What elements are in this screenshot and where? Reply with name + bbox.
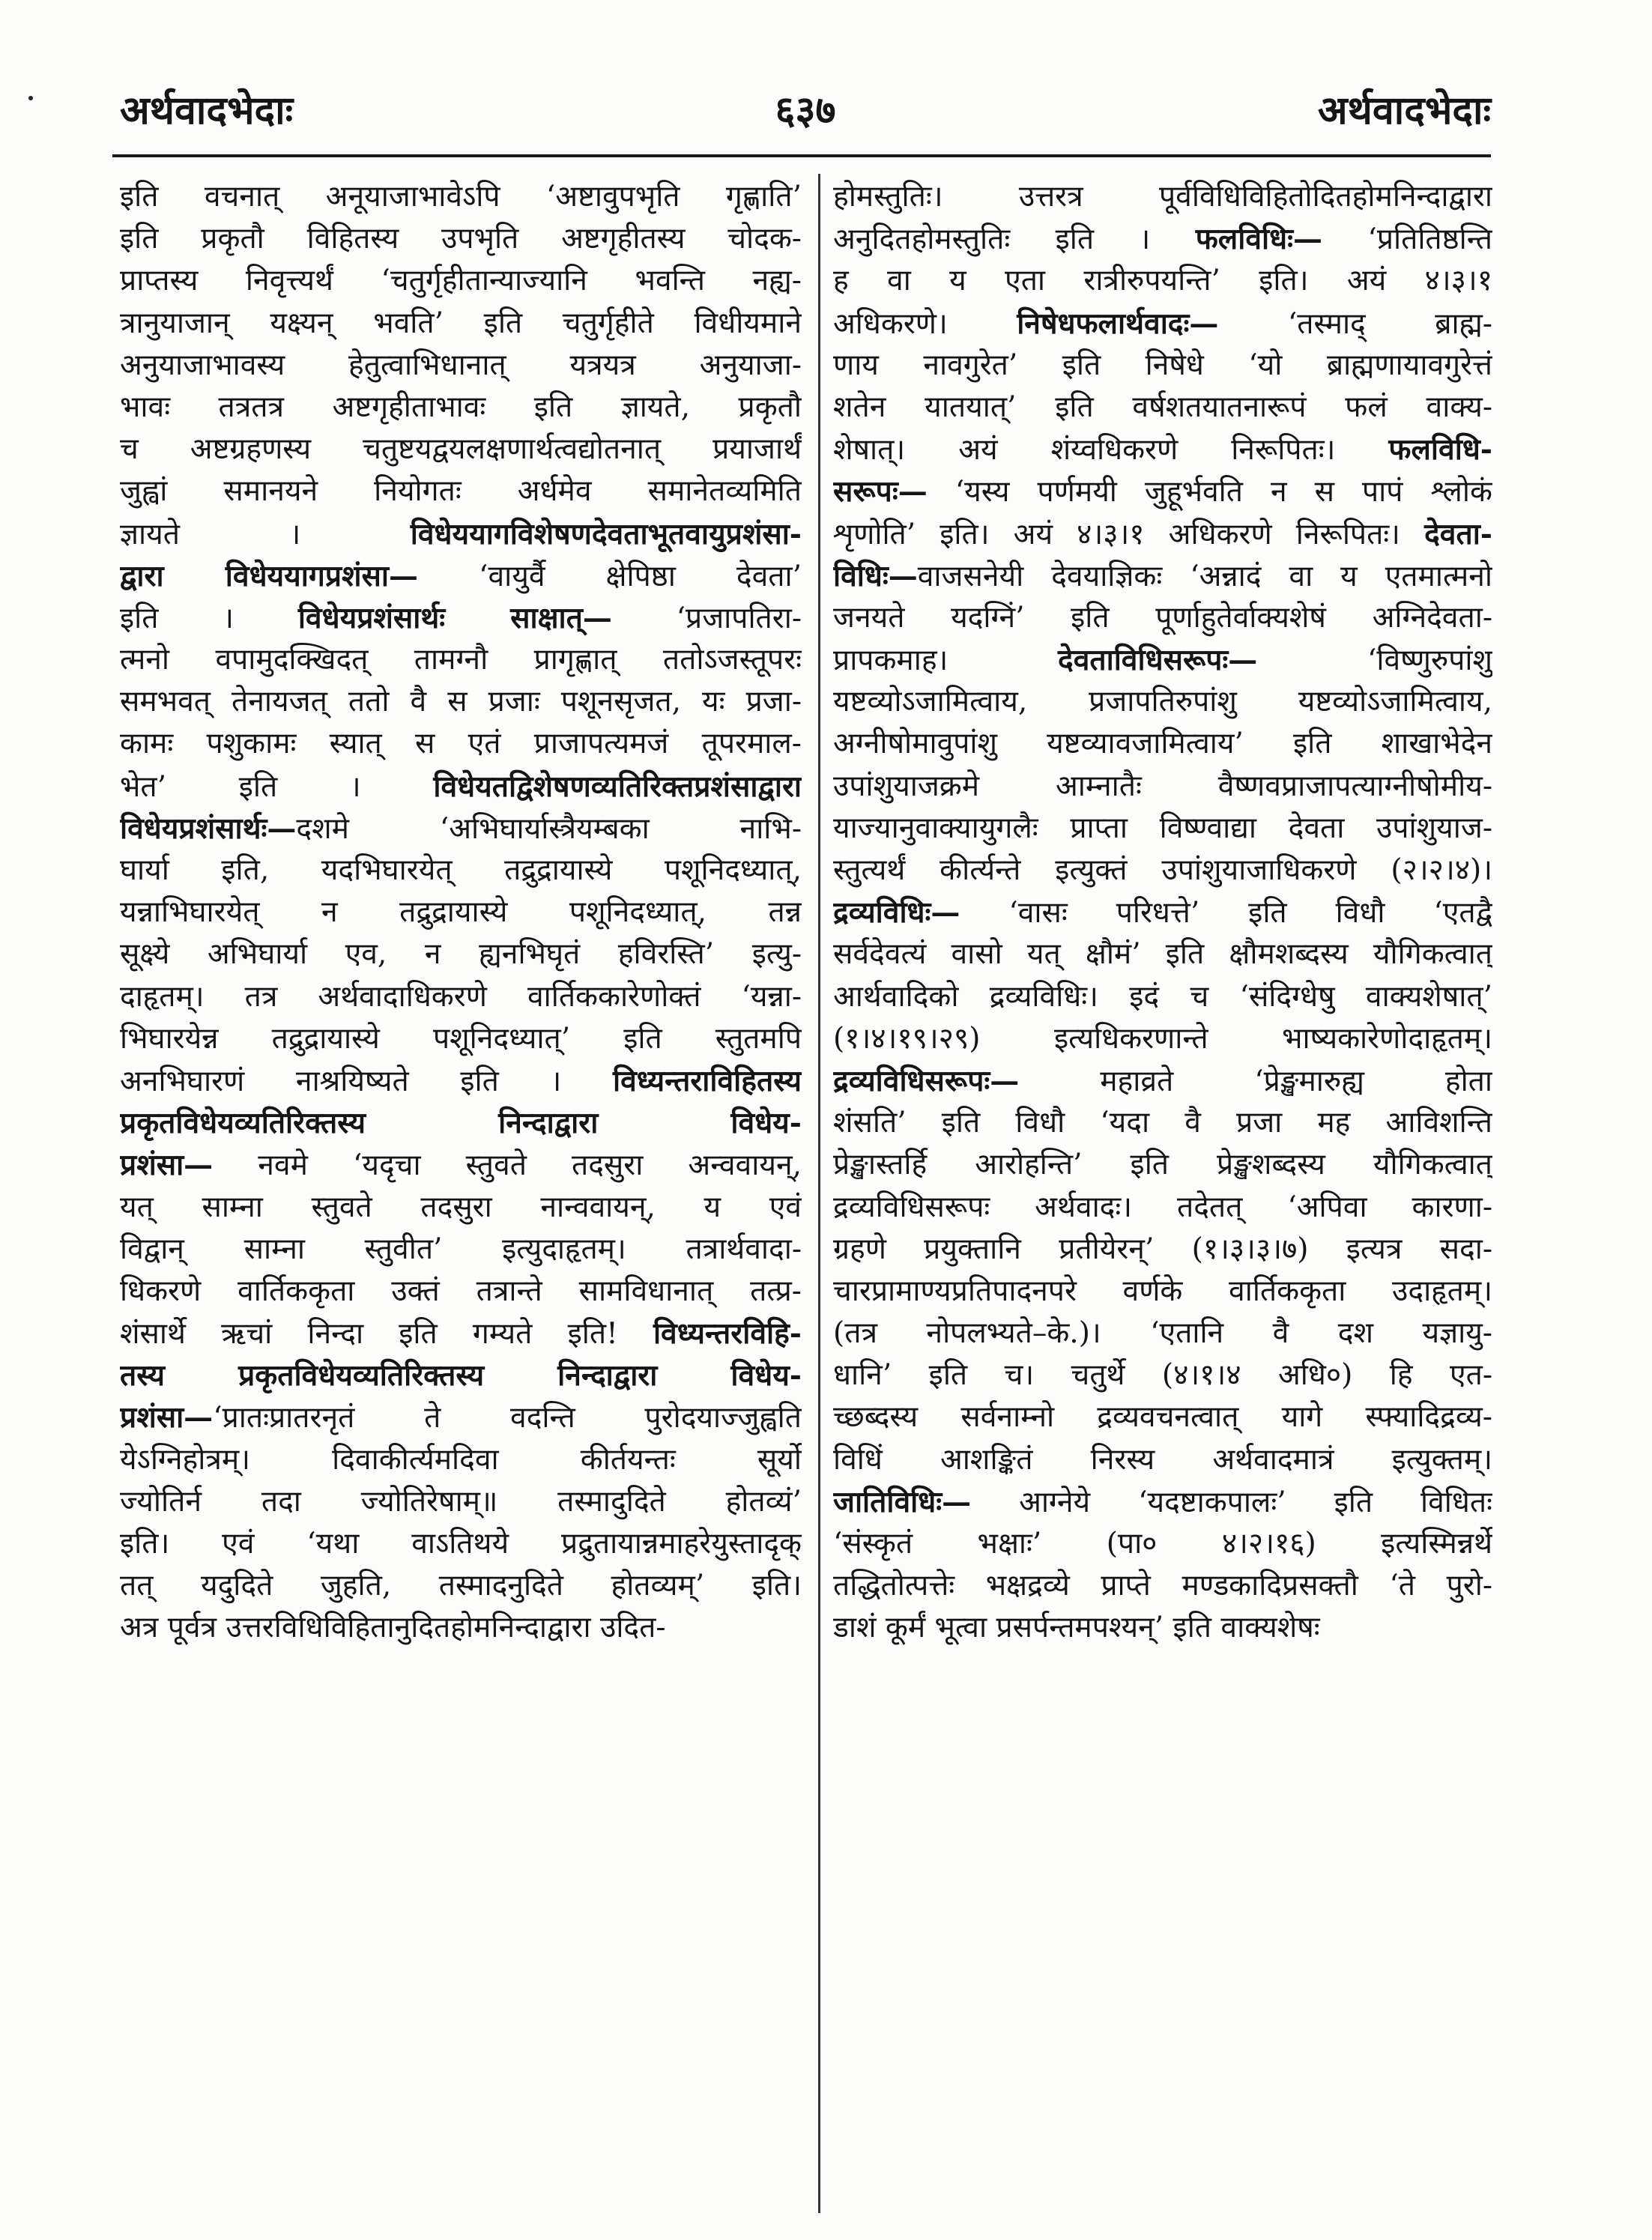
text-line bbox=[120, 766, 802, 808]
body-text: शंसार्थे ऋचां निन्दा इति गम्यते इति! bbox=[120, 1317, 653, 1351]
text-line bbox=[120, 933, 802, 975]
text-line bbox=[833, 1607, 1492, 1649]
text-line bbox=[120, 808, 802, 850]
text-line bbox=[120, 1607, 802, 1649]
body-text: ‘संस्कृतं भक्षाः’ (पा० ४।२।१६) इत्यस्मिन्नर्थे bbox=[833, 1527, 1492, 1561]
body-text: सूक्ष्ये अभिघार्या एव, न ह्यनभिघृतं हविरस्ति’ इत्यु- bbox=[120, 937, 802, 972]
text-line bbox=[120, 1102, 802, 1144]
body-text: अनभिघारणं नाश्रयिष्यते इति । bbox=[120, 1064, 614, 1098]
body-text: इति। एवं ‘यथा वाऽतिथये प्रद्रुतायान्नमाहरेयुस्तादृक् bbox=[120, 1527, 802, 1561]
body-text: (१।४।१९।२९) इत्यधिकरणान्ते भाष्यकारेणोदाहृतम्। bbox=[833, 1021, 1492, 1056]
body-text: वाजसनेयी देवयाज्ञिकः ‘अन्नादं वा य एतमात्मनो bbox=[917, 559, 1492, 593]
topic-heading: देवताविधिसरूपः— bbox=[1057, 643, 1258, 678]
header-rule bbox=[112, 154, 1491, 157]
text-line bbox=[120, 1271, 802, 1313]
text-line bbox=[120, 1060, 802, 1102]
text-line bbox=[833, 470, 1492, 512]
body-text: स्तुत्यर्थं कीर्त्यन्ते इत्युक्तं उपांशुयाजाधिकरणे (२।२।४)। bbox=[833, 853, 1492, 887]
body-text: अनुयाजाभावस्य हेतुत्वाभिधानात् यत्रयत्र अनुयाजा- bbox=[120, 348, 802, 382]
text-line bbox=[120, 1439, 802, 1481]
body-text: प्रापकमाह। bbox=[833, 644, 1058, 678]
text-line bbox=[120, 850, 802, 892]
body-text: घार्या इति, यदभिघारयेत् तद्रुद्रायास्ये पशूनिदध्यात्, bbox=[120, 853, 802, 887]
body-text: ‘विष्णुरुपांशु bbox=[1257, 644, 1492, 678]
topic-heading: फलविधिः— bbox=[1195, 222, 1322, 257]
body-text: कामः पशुकामः स्यात् स एतं प्राजापत्यमजं तूपरमाल- bbox=[120, 727, 802, 761]
body-text: अनुदितहोमस्तुतिः इति । bbox=[833, 223, 1196, 257]
text-line bbox=[120, 1565, 802, 1607]
body-text: ‘यस्य पर्णमयी जुहूर्भवति न स पापं श्लोकं bbox=[927, 475, 1492, 509]
text-line bbox=[833, 1396, 1492, 1438]
body-text: णाय नावगुरेत’ इति निषेधे ‘यो ब्राह्मणायावगुरेत्तं bbox=[833, 348, 1492, 382]
text-line bbox=[120, 1396, 802, 1438]
text-line bbox=[120, 387, 802, 429]
text-line bbox=[833, 1565, 1492, 1607]
body-text: (तत्र नोपलभ्यते–के.)। ‘एतानि वै दश यज्ञायु- bbox=[833, 1316, 1492, 1351]
body-text: प्रेङ्खास्तर्हि आरोहन्ति’ इति प्रेङ्खशब्दस्य यौगिकत्वात् bbox=[833, 1148, 1492, 1182]
body-text: दशमे ‘अभिघार्यास्त्रैयम्बका नाभि- bbox=[296, 811, 802, 846]
body-text: ‘प्रजापतिरा- bbox=[611, 601, 802, 635]
topic-heading: विधेययागविशेषणदेवताभूतवायुप्रशंसा- bbox=[410, 516, 802, 551]
text-line bbox=[120, 1144, 802, 1186]
text-line bbox=[120, 513, 802, 555]
text-line bbox=[120, 1018, 802, 1060]
body-text: ‘वासः परिधत्ते’ इति विधौ ‘एतद्वै bbox=[960, 896, 1492, 930]
body-text: धिकरणे वार्तिककृता उक्तं तत्रान्ते सामविधानात् तत्प्र- bbox=[120, 1274, 802, 1308]
body-text: आर्थवादिको द्रव्यविधिः। इदं च ‘संदिग्धेषु वाक्यशेषात्’ bbox=[833, 979, 1492, 1014]
column-divider bbox=[818, 174, 820, 2213]
text-line bbox=[833, 1523, 1492, 1565]
text-line bbox=[833, 933, 1492, 975]
text-line bbox=[833, 1144, 1492, 1186]
text-line bbox=[833, 513, 1492, 555]
topic-heading: विधेयतद्विशेषणव्यतिरिक्तप्रशंसाद्वारा bbox=[433, 769, 802, 804]
body-text: जुह्वां समानयने नियोगतः अर्धमेव समानेतव्यमिति bbox=[120, 474, 802, 509]
ink-speck bbox=[28, 96, 33, 100]
text-line bbox=[120, 1481, 802, 1523]
text-line bbox=[833, 345, 1492, 387]
body-text: इति वचनात् अनूयाजाभावेऽपि ‘अष्टावुपभृति गृह्णाति’ bbox=[120, 180, 802, 214]
topic-heading: द्वारा विधेययागप्रशंसा— bbox=[120, 558, 419, 593]
body-text: च्छब्दस्य सर्वनाम्नो द्रव्यवचनत्वात् यागे स्फ्यादिद्रव्य- bbox=[833, 1400, 1492, 1435]
body-text: येऽग्निहोत्रम्। दिवाकीर्त्यमदिवा कीर्तयन्तः सूर्यो bbox=[120, 1442, 802, 1477]
body-text: विधिं आशङ्कितं निरस्य अर्थवादमात्रं इत्युक्तम्। bbox=[833, 1442, 1492, 1477]
topic-heading: प्रशंसा— bbox=[120, 1148, 214, 1183]
text-line bbox=[833, 976, 1492, 1018]
text-line bbox=[120, 976, 802, 1018]
body-text: नवमे ‘यदृचा स्तुवते तदसुरा अन्ववायन्, bbox=[213, 1148, 802, 1183]
body-text: धानि’ इति च। चतुर्थे (४।१।४ अधि०) हि एत- bbox=[833, 1358, 1492, 1393]
text-line bbox=[120, 1354, 802, 1396]
body-text: इति । bbox=[120, 601, 298, 635]
topic-heading: देवता- bbox=[1424, 516, 1492, 551]
text-line bbox=[120, 597, 802, 639]
body-text: त्मनो वपामुदक्खिदत् तामग्नौ प्रागृह्णात् ततोऽजस्तूपरः bbox=[120, 643, 802, 677]
body-text: डाशं कूर्मं भूत्वा प्रसर्पन्तमपश्यन्’ इति वाक्यशेषः bbox=[833, 1611, 1320, 1645]
text-line bbox=[833, 303, 1492, 345]
text-line bbox=[833, 808, 1492, 850]
text-line bbox=[833, 639, 1492, 681]
body-text: यन्नाभिघारयेत् न तद्रुद्रायास्ये पशूनिदध्यात्, तन्न bbox=[120, 895, 802, 930]
text-line bbox=[120, 1187, 802, 1229]
text-line bbox=[120, 555, 802, 597]
text-line bbox=[120, 1313, 802, 1354]
text-line bbox=[120, 176, 802, 218]
topic-heading: विध्यन्तराविहितस्य bbox=[613, 1063, 802, 1098]
body-text: यष्टव्योऽजामित्वाय, प्रजापतिरुपांशु यष्टव्योऽजामित्वाय, bbox=[833, 685, 1492, 719]
topic-heading: विधेयप्रशंसार्थः— bbox=[120, 811, 297, 846]
body-text: प्राप्तस्य निवृत्त्यर्थं ‘चतुर्गृहीतान्याज्यानि भवन्ति नह्य- bbox=[120, 264, 802, 298]
right-column bbox=[833, 176, 1492, 2214]
body-text: दाहृतम्। तत्र अर्थवादाधिकरणे वार्तिककारेणोक्तं ‘यन्ना- bbox=[120, 979, 802, 1014]
body-text: शतेन यातयात्’ इति वर्षशतयातनारूपं फलं वाक्य- bbox=[833, 390, 1492, 424]
topic-heading: फलविधि- bbox=[1388, 432, 1492, 467]
body-text: भावः तत्रतत्र अष्टगृहीताभावः इति ज्ञायते, प्रकृतौ bbox=[120, 390, 802, 424]
text-line bbox=[833, 218, 1492, 260]
topic-heading: द्रव्यविधिः— bbox=[833, 895, 960, 930]
page-header bbox=[120, 81, 1491, 141]
body-text: सर्वदेवत्यं वासो यत् क्षौमं’ इति क्षौमशब्दस्य यौगिकत्वात् bbox=[833, 937, 1492, 972]
text-line bbox=[833, 681, 1492, 723]
body-text: आग्नेये ‘यदष्टाकपालः’ इति विधितः bbox=[971, 1485, 1492, 1519]
text-line bbox=[833, 176, 1492, 218]
text-line bbox=[833, 1060, 1492, 1102]
body-text: ‘प्रतितिष्ठन्ति bbox=[1322, 223, 1492, 257]
body-text: जनयते यदग्निं’ इति पूर्णाहुतेर्वाक्यशेषं अग्निदेवता- bbox=[833, 600, 1492, 635]
body-text: समभवत् तेनायजत् ततो वै स प्रजाः पशूनसृजत, यः प्रजा- bbox=[120, 685, 802, 719]
body-text: ज्योतिर्न तदा ज्योतिरेषाम्॥ तस्मादुदिते होतव्यं’ bbox=[120, 1484, 802, 1519]
topic-heading: विध्यन्तरविहि- bbox=[653, 1316, 802, 1351]
text-line bbox=[833, 555, 1492, 597]
text-line bbox=[833, 1481, 1492, 1523]
topic-heading: विधेयप्रशंसार्थः साक्षात्— bbox=[297, 600, 612, 635]
body-text: इति प्रकृतौ विहितस्य उपभृति अष्टगृहीतस्य चोदक- bbox=[120, 222, 802, 256]
text-line bbox=[120, 1523, 802, 1565]
text-line bbox=[120, 470, 802, 512]
body-text: ज्ञायते । bbox=[120, 517, 411, 551]
body-text: शेषात्। अयं शंय्वधिकरणे निरूपितः। bbox=[833, 433, 1389, 467]
body-text: होमस्तुतिः। उत्तरत्र पूर्वविधिविहितोदितहोमनिन्दाद्वारा bbox=[833, 180, 1492, 214]
text-line bbox=[120, 681, 802, 723]
text-line bbox=[833, 597, 1492, 639]
body-text: भिघारयेन्न तद्रुद्रायास्ये पशूनिदध्यात्’ इति स्तुतमपि bbox=[120, 1021, 802, 1056]
text-line bbox=[120, 639, 802, 681]
text-line bbox=[833, 723, 1492, 765]
body-text: च अष्टग्रहणस्य चतुष्टयद्वयलक्षणार्थत्वद्योतनात् प्रयाजार्थं bbox=[120, 432, 802, 467]
body-text: याज्यानुवाक्यायुगलैः प्राप्ता विष्ण्वाद्या देवता उपांशुयाज- bbox=[833, 811, 1492, 845]
text-line bbox=[120, 303, 802, 345]
body-text: भेत’ इति । bbox=[120, 769, 434, 804]
left-column bbox=[120, 176, 802, 2214]
running-title-left: अर्थवादभेदाः bbox=[120, 88, 294, 133]
text-line bbox=[120, 345, 802, 387]
topic-heading: प्रशंसा— bbox=[120, 1400, 214, 1435]
body-text: त्रानुयाजान् यक्ष्यन् भवति’ इति चतुर्गृहीते विधीयमाने bbox=[120, 306, 802, 340]
topic-heading: सरूपः— bbox=[833, 474, 928, 509]
text-line bbox=[120, 260, 802, 302]
text-line bbox=[833, 850, 1492, 892]
body-text: उपांशुयाजक्रमे आम्नातैः वैष्णवप्राजापत्याग्नीषोमीय- bbox=[833, 769, 1492, 803]
body-text: अत्र पूर्वत्र उत्तरविधिविहितानुदितहोमनिन्दाद्वारा उदित- bbox=[120, 1611, 666, 1645]
text-line bbox=[833, 1102, 1492, 1144]
text-line bbox=[833, 1187, 1492, 1229]
body-text: चारप्रामाण्यप्रतिपादनपरे वर्णके वार्तिककृता उदाहृतम्। bbox=[833, 1274, 1492, 1308]
topic-heading: विधिः— bbox=[833, 558, 918, 593]
text-line bbox=[833, 387, 1492, 429]
body-text: अग्नीषोमावुपांशु यष्टव्यावजामित्वाय’ इति शाखाभेदेन bbox=[833, 727, 1492, 761]
text-line bbox=[833, 892, 1492, 933]
text-line bbox=[833, 1313, 1492, 1354]
body-text: ‘वायुर्वै क्षेपिष्ठा देवता’ bbox=[418, 559, 802, 593]
page-number: ६३७ bbox=[775, 88, 836, 133]
text-line bbox=[833, 1229, 1492, 1271]
body-text: ग्रहणे प्रयुक्तानि प्रतीयेरन्’ (१।३।३।७) इत्यत्र सदा- bbox=[833, 1232, 1492, 1266]
text-line bbox=[833, 1271, 1492, 1313]
topic-heading: निषेधफलार्थवादः— bbox=[1017, 306, 1219, 341]
text-line bbox=[833, 1354, 1492, 1396]
topic-heading: प्रकृतविधेयव्यतिरिक्तस्य निन्दाद्वारा विधेय- bbox=[120, 1106, 802, 1141]
text-line bbox=[120, 723, 802, 765]
body-text: द्रव्यविधिसरूपः अर्थवादः। तदेतत् ‘अपिवा कारणा- bbox=[833, 1190, 1492, 1224]
text-line bbox=[833, 766, 1492, 808]
body-text: शृणोति’ इति। अयं ४।३।१ अधिकरणे निरूपितः। bbox=[833, 517, 1425, 551]
body-text: महाव्रते ‘प्रेङ्खमारुह्य होता bbox=[1019, 1064, 1492, 1098]
body-text: तद्धितोत्पत्तेः भक्षद्रव्ये प्राप्ते मण्डकादिप्रसक्तौ ‘ते पुरो- bbox=[833, 1569, 1492, 1603]
topic-heading: तस्य प्रकृतविधेयव्यतिरिक्तस्य निन्दाद्वारा विधेय- bbox=[120, 1358, 802, 1393]
body-text: यत् साम्ना स्तुवते तदसुरा नान्ववायन्, य एवं bbox=[120, 1190, 802, 1224]
text-line bbox=[120, 1229, 802, 1271]
text-line bbox=[833, 260, 1492, 302]
body-text: ह वा य एता रात्रीरुपयन्ति’ इति। अयं ४।३।१ bbox=[833, 264, 1492, 298]
body-text: शंसति’ इति विधौ ‘यदा वै प्रजा मह आविशन्ति bbox=[833, 1106, 1492, 1140]
body-text: ‘तस्माद् ब्राह्म- bbox=[1218, 306, 1492, 341]
body-text: विद्वान् साम्ना स्तुवीत’ इत्युदाहृतम्। तत्रार्थवादा- bbox=[120, 1232, 802, 1266]
text-line bbox=[120, 429, 802, 470]
text-line bbox=[833, 1439, 1492, 1481]
text-line bbox=[833, 1018, 1492, 1060]
body-text: तत् यदुदिते जुहति, तस्मादनुदिते होतव्यम्’ इति। bbox=[120, 1569, 802, 1603]
text-line bbox=[120, 218, 802, 260]
text-line bbox=[833, 429, 1492, 470]
text-line bbox=[120, 892, 802, 933]
body-text: अधिकरणे। bbox=[833, 306, 1017, 341]
running-title-right: अर्थवादभेदाः bbox=[1317, 88, 1491, 133]
topic-heading: द्रव्यविधिसरूपः— bbox=[833, 1063, 1020, 1098]
body-text: ‘प्रातःप्रातरनृतं ते वदन्ति पुरोदयाज्जुह्वति bbox=[213, 1401, 802, 1435]
topic-heading: जातिविधिः— bbox=[833, 1484, 972, 1519]
